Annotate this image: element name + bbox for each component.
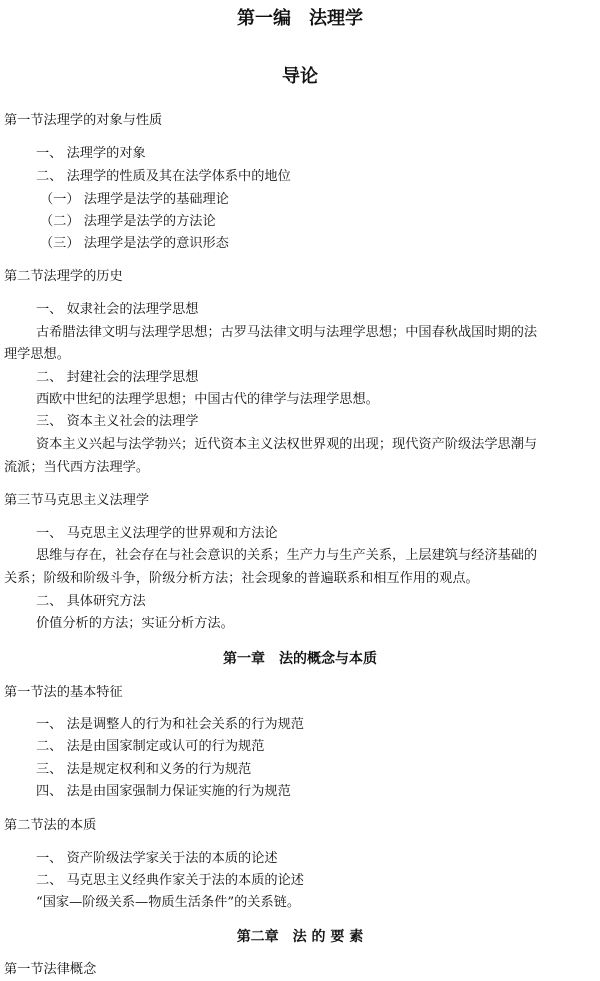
paragraph-line: “国家—阶级关系—物质生活条件”的关系链。 — [36, 895, 301, 910]
paragraph-line: 理学思想。 — [4, 347, 70, 362]
paragraph-line: 西欧中世纪的法理学思想；中国古代的律学与法理学思想。 — [36, 392, 379, 407]
paragraph-line: 关系；阶级和阶级斗争，阶级分析方法；社会现象的普遍联系和相互作用的观点。 — [4, 571, 479, 586]
section-heading: 第三节马克思主义法理学 — [4, 493, 150, 508]
chapter-title: 第一章 法的概念与本质 — [223, 651, 377, 667]
paragraph-line: 思维与存在，社会存在与社会意识的关系；生产力与生产关系，上层建筑与经济基础的 — [36, 548, 538, 563]
list-item: 二、 具体研究方法 — [36, 594, 146, 609]
list-item: （三） 法理学是法学的意识形态 — [40, 236, 229, 251]
intro-title: 导论 — [282, 66, 318, 87]
paragraph-line: 资本主义兴起与法学勃兴；近代资本主义法权世界观的出现；现代资产阶级法学思潮与 — [36, 437, 538, 452]
section-heading: 第一节法律概念 — [4, 962, 97, 977]
paragraph-line: 价值分析的方法；实证分析方法。 — [36, 616, 234, 631]
list-item: 二、 法是由国家制定或认可的行为规范 — [36, 739, 265, 754]
paragraph-line: 流派；当代西方法理学。 — [4, 460, 150, 475]
section-heading: 第二节法理学的历史 — [4, 269, 123, 284]
list-item: （一） 法理学是法学的基础理论 — [40, 192, 229, 207]
list-item: （二） 法理学是法学的方法论 — [40, 214, 216, 229]
list-item: 三、 资本主义社会的法理学 — [36, 414, 199, 429]
list-item: 一、 资产阶级法学家关于法的本质的论述 — [36, 851, 278, 866]
list-item: 一、 奴隶社会的法理学思想 — [36, 302, 199, 317]
paragraph-line: 古希腊法律文明与法理学思想；古罗马法律文明与法理学思想；中国春秋战国时期的法 — [36, 325, 538, 340]
list-item: 一、 法是调整人的行为和社会关系的行为规范 — [36, 717, 304, 732]
list-item: 三、 法是规定权利和义务的行为规范 — [36, 762, 252, 777]
list-item: 二、 封建社会的法理学思想 — [36, 370, 199, 385]
list-item: 二、 法理学的性质及其在法学体系中的地位 — [36, 169, 291, 184]
section-heading: 第一节法的基本特征 — [4, 685, 123, 700]
section-heading: 第一节法理学的对象与性质 — [4, 113, 163, 128]
part-title: 第一编 法理学 — [237, 8, 363, 29]
list-item: 四、 法是由国家强制力保证实施的行为规范 — [36, 784, 291, 799]
list-item: 一、 法理学的对象 — [36, 146, 146, 161]
list-item: 一、 马克思主义法理学的世界观和方法论 — [36, 526, 278, 541]
chapter-title: 第二章 法 的 要 素 — [236, 929, 364, 945]
list-item: 二、 马克思主义经典作家关于法的本质的论述 — [36, 873, 304, 888]
section-heading: 第二节法的本质 — [4, 818, 97, 833]
